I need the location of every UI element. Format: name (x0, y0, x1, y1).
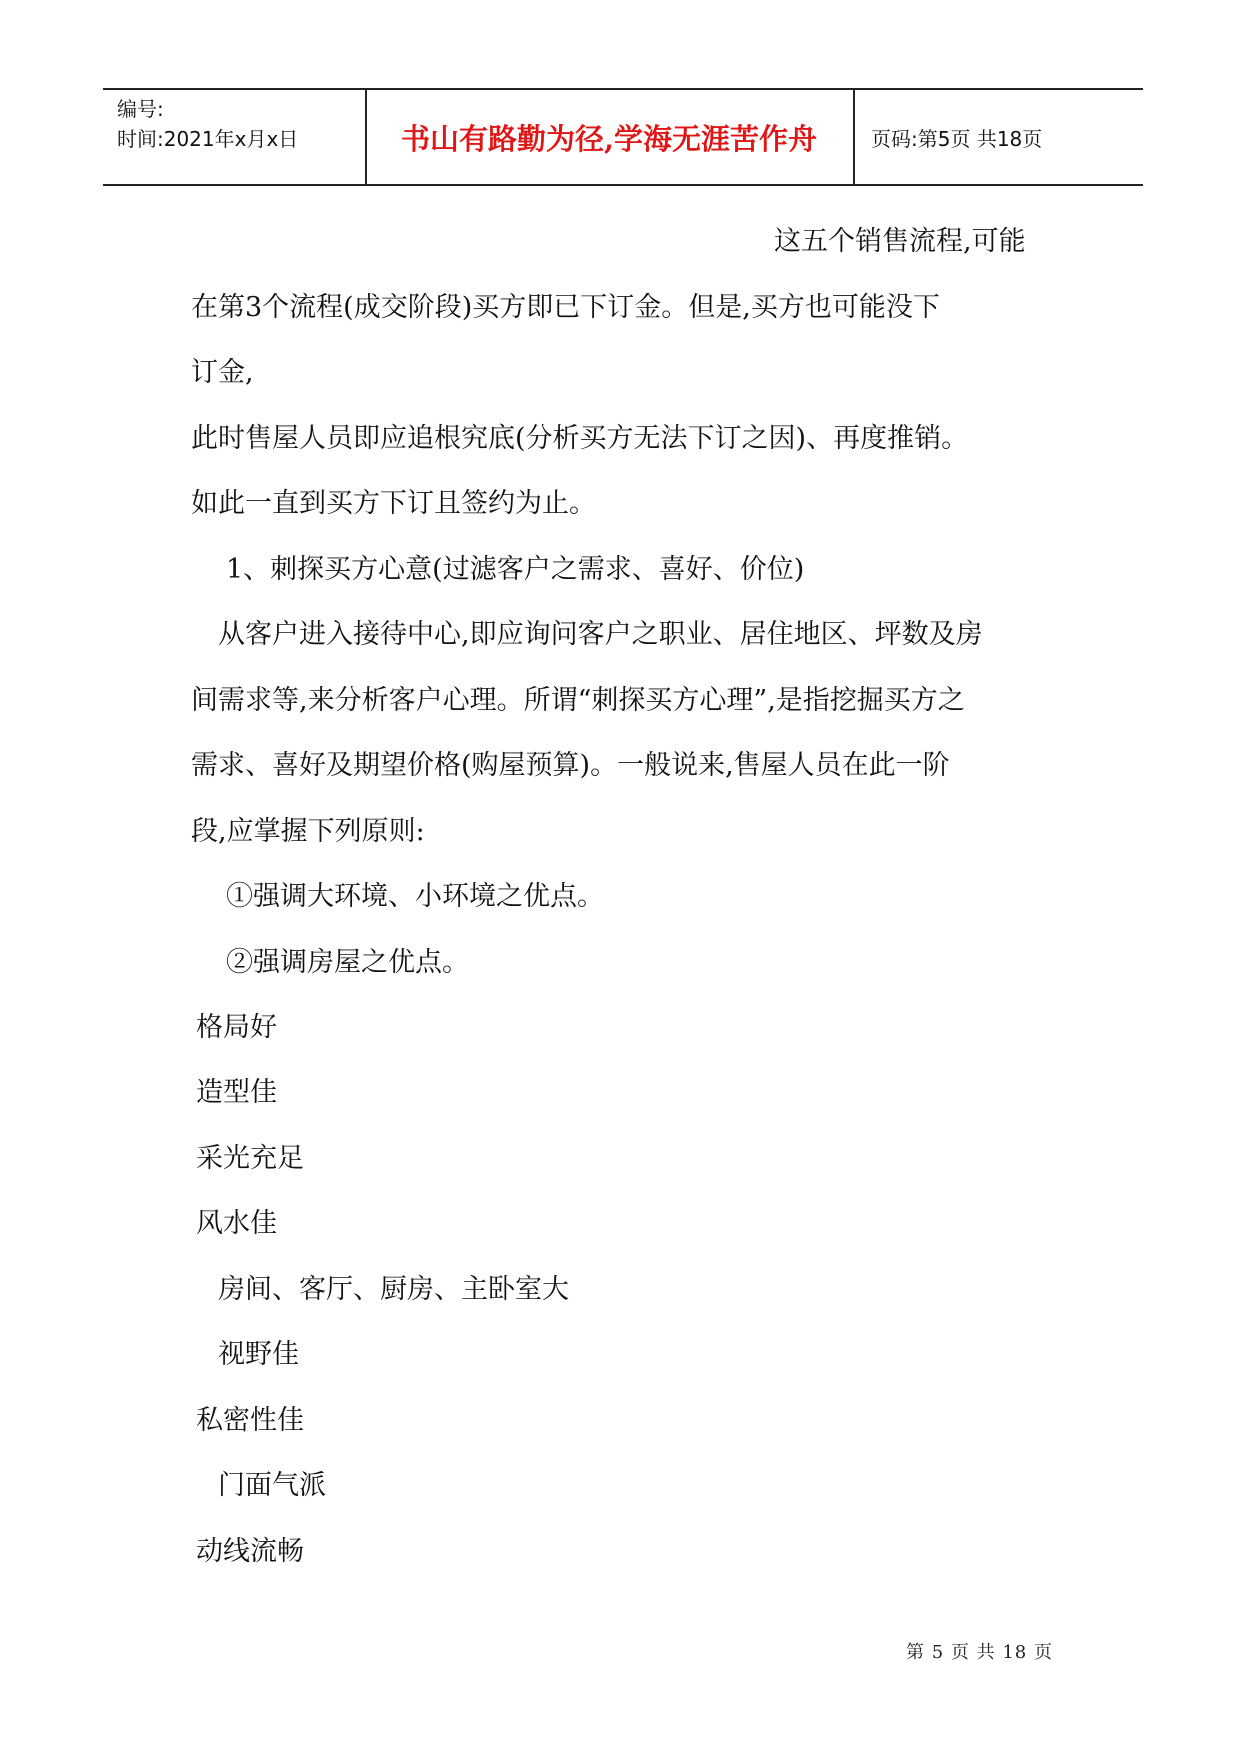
list-item: 采光充足 (196, 1143, 304, 1174)
paragraph-line: 从客户进入接待中心,即应询问客户之职业、居住地区、坪数及房 (218, 619, 983, 650)
paragraph-line: 间需求等,来分析客户心理。所谓“刺探买方心理”,是指挖掘买方之 (191, 685, 965, 716)
time-label: 时间:2021年x月x日 (117, 127, 299, 151)
list-item: 动线流畅 (196, 1536, 304, 1567)
list-item: ①强调大环境、小环境之优点。 (226, 881, 604, 912)
page-footer: 第 5 页 共 18 页 (906, 1642, 1053, 1663)
list-item: ②强调房屋之优点。 (226, 947, 469, 978)
paragraph-line: 段,应掌握下列原则: (191, 816, 425, 847)
list-item: 视野佳 (218, 1339, 299, 1370)
header-page-info: 页码:第5页 共18页 (871, 126, 1043, 151)
list-item: 私密性佳 (196, 1405, 304, 1436)
header-meta (117, 94, 298, 154)
paragraph-line: 订金, (191, 357, 254, 388)
paragraph-line: 此时售屋人员即应追根究底(分析买方无法下订之因)、再度推销。 (191, 423, 969, 454)
page-header (103, 88, 1143, 186)
section-heading: 1、刺探买方心意(过滤客户之需求、喜好、价位) (226, 554, 805, 585)
header-motto: 书山有路勤为径,学海无涯苦作舟 (400, 121, 818, 156)
serial-label: 编号: (117, 97, 164, 121)
paragraph-line: 在第3个流程(成交阶段)买方即已下订金。但是,买方也可能没下 (191, 292, 940, 323)
list-item: 风水佳 (196, 1208, 277, 1239)
paragraph-line: 这五个销售流程,可能 (774, 226, 1026, 257)
list-item: 房间、客厅、厨房、主卧室大 (218, 1274, 569, 1305)
paragraph-line: 如此一直到买方下订且签约为止。 (191, 488, 596, 519)
list-item: 造型佳 (196, 1077, 277, 1108)
list-item: 门面气派 (218, 1470, 326, 1501)
header-divider-right (853, 90, 855, 184)
paragraph-line: 需求、喜好及期望价格(购屋预算)。一般说来,售屋人员在此一阶 (191, 750, 950, 781)
list-item: 格局好 (196, 1012, 277, 1043)
